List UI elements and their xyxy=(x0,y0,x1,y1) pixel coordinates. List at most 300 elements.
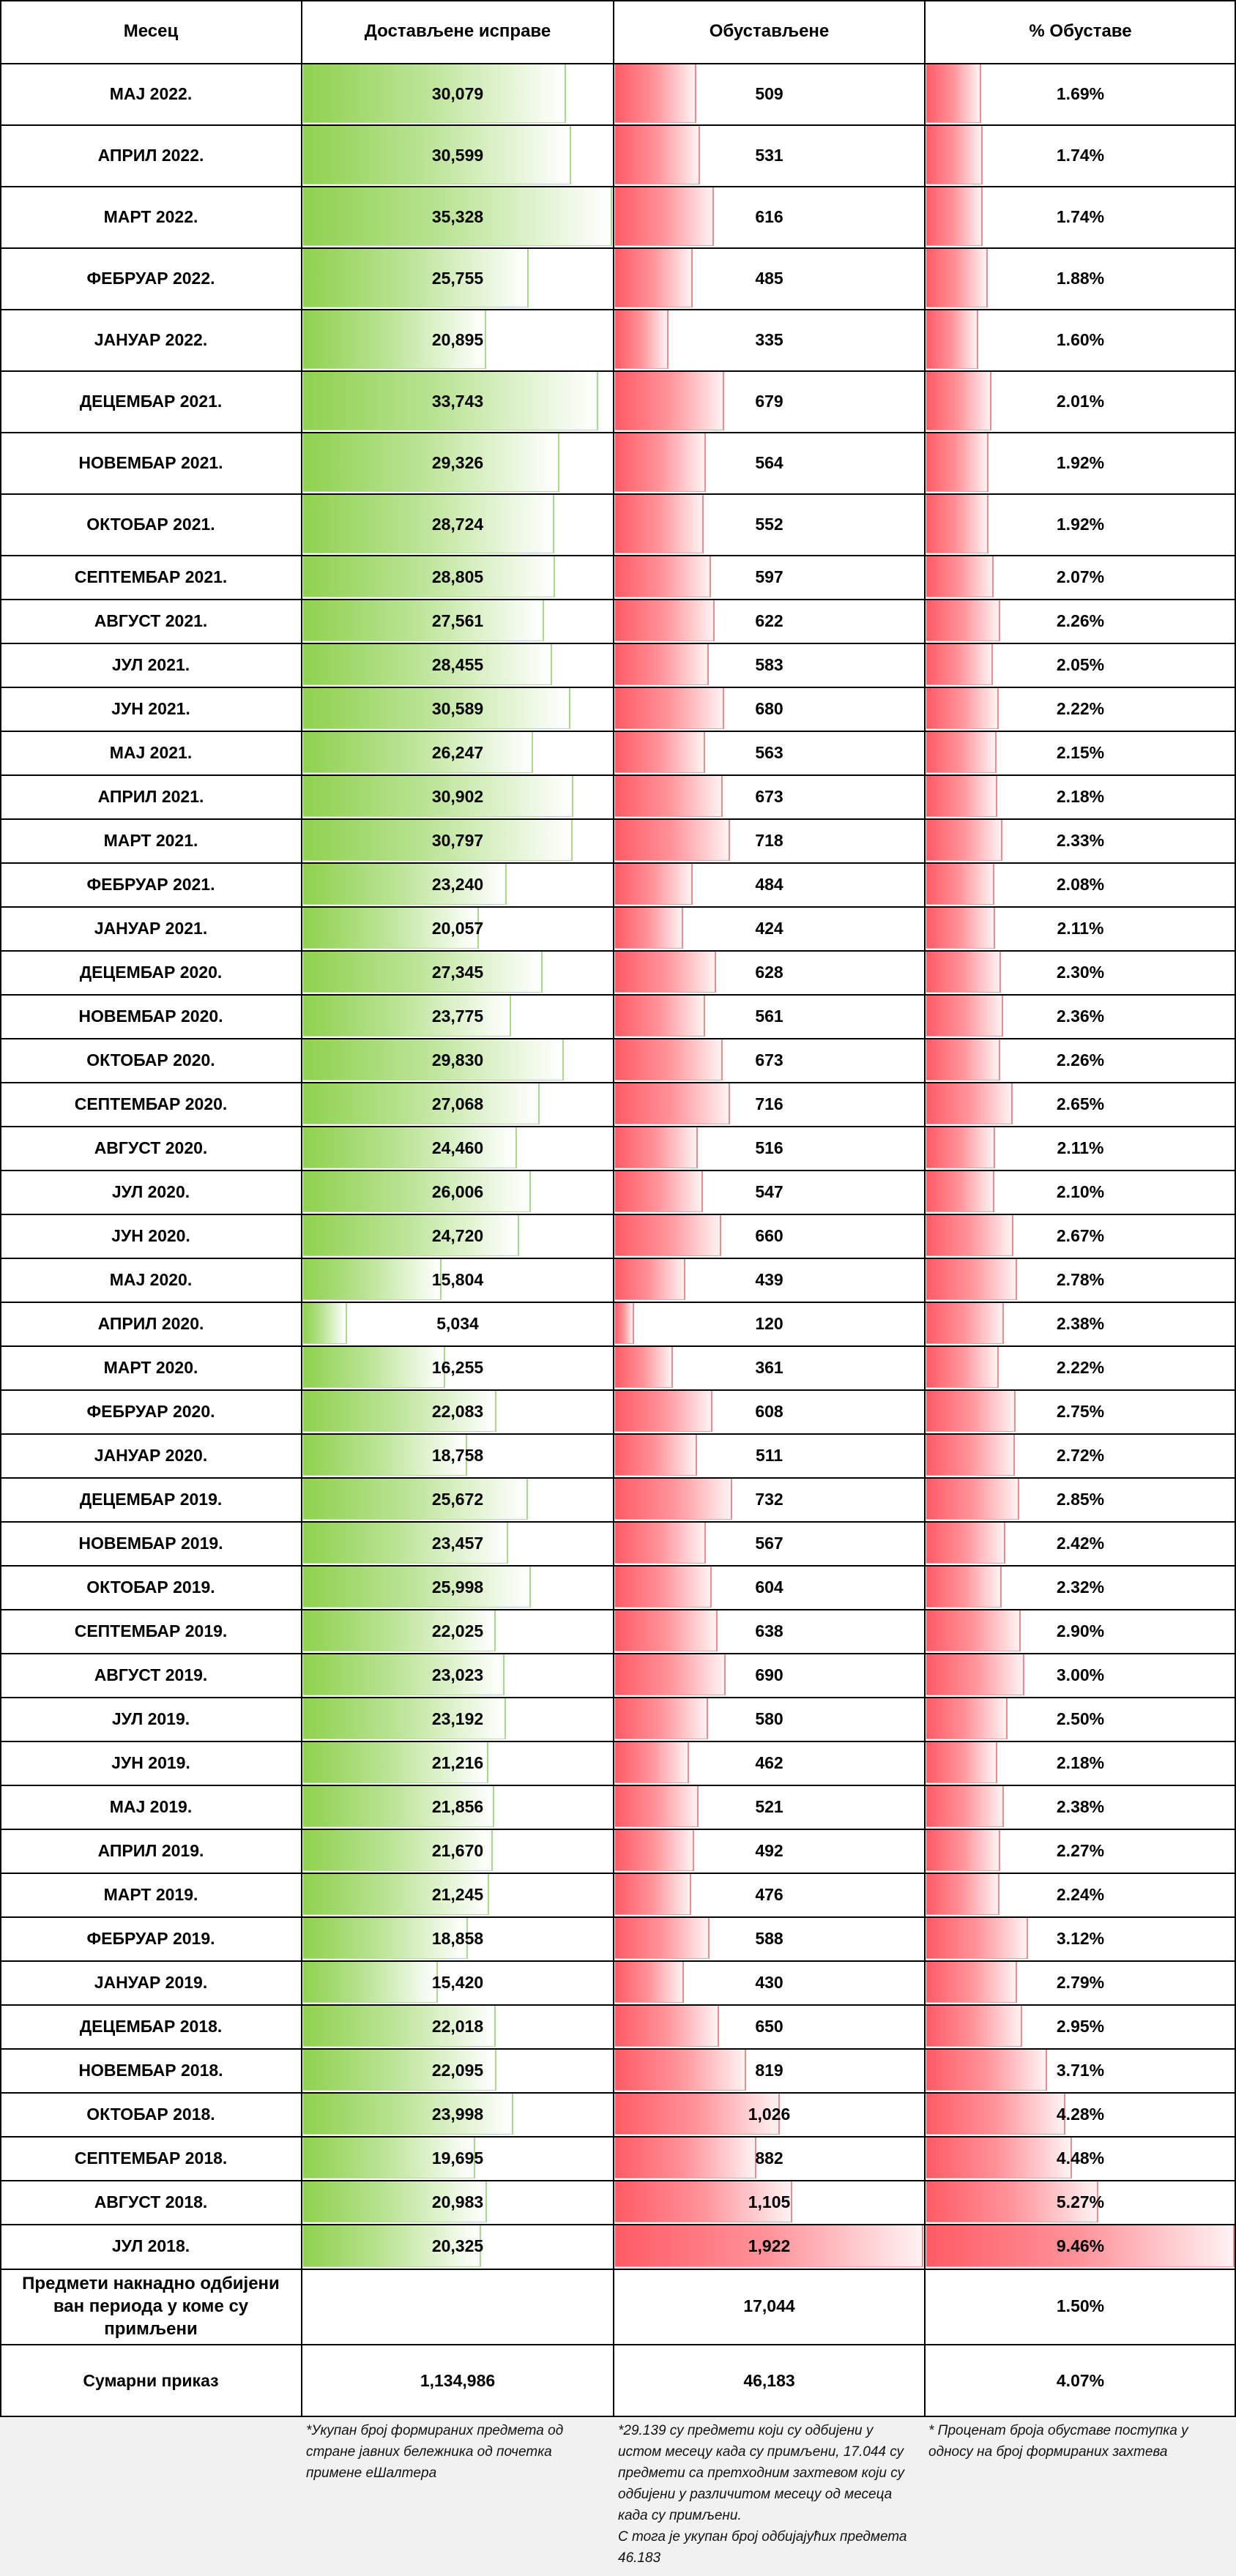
delivered-bar xyxy=(303,644,552,685)
percent-bar xyxy=(926,732,997,773)
rejected-cell xyxy=(614,994,925,1038)
rejected-value: 120 xyxy=(755,1313,783,1333)
delivered-value: 30,599 xyxy=(431,145,484,165)
delivered-value: 22,018 xyxy=(431,2016,484,2036)
percent-bar xyxy=(926,1479,1019,1520)
month-cell: СЕПТЕМБАР 2019. xyxy=(74,1621,228,1640)
rejected-bar xyxy=(615,1127,698,1168)
rejected-value: 439 xyxy=(755,1269,783,1289)
grid-line xyxy=(0,818,1236,820)
percent-value: 3.12% xyxy=(1056,1928,1105,1948)
rejected-value: 509 xyxy=(755,83,783,103)
rejected-bar xyxy=(615,1303,634,1344)
grid-line xyxy=(0,1697,1236,1698)
rejected-bar xyxy=(615,1347,673,1388)
percent-cell xyxy=(925,1477,1236,1521)
percent-value: 1.74% xyxy=(1056,206,1105,226)
rejected-bar xyxy=(615,2050,746,2091)
percent-bar xyxy=(926,433,989,492)
rejected-value: 561 xyxy=(755,1006,783,1026)
rejected-cell xyxy=(614,2048,925,2092)
rejected-value: 564 xyxy=(755,452,783,472)
percent-bar xyxy=(926,1918,1028,1959)
percent-cell xyxy=(925,1302,1236,1345)
delivered-cell xyxy=(302,2224,614,2269)
delivered-cell xyxy=(302,687,614,731)
delivered-bar xyxy=(303,1347,445,1388)
rejected-value: 1,026 xyxy=(748,2104,791,2124)
note-rejected: *29.139 су предмети који су одбијени у истом месецу када су примљени, 17.044 су предмети са претходним захтевом који су одбијени у различитом месецу од месеца када су примљени. С тога је укупан број одбијајућих предмета 46.183 xyxy=(618,2423,907,2566)
percent-bar xyxy=(926,126,983,184)
delivered-value: 5,034 xyxy=(436,1313,479,1333)
rejected-value: 583 xyxy=(755,654,783,674)
percent-cell xyxy=(925,1258,1236,1302)
rejected-bar xyxy=(615,732,705,773)
grid-line xyxy=(0,1653,1236,1654)
percent-bar xyxy=(926,1523,1005,1564)
rejected-cell xyxy=(614,1214,925,1258)
percent-bar xyxy=(926,1127,995,1168)
percent-bar xyxy=(926,908,995,949)
grid-line xyxy=(0,2180,1236,2181)
month-cell: ОКТОБАР 2021. xyxy=(86,514,215,534)
month-cell: АПРИЛ 2019. xyxy=(97,1840,204,1860)
delivered-value: 23,240 xyxy=(431,874,484,894)
delivered-cell xyxy=(302,1126,614,1170)
rejected-cell xyxy=(614,1609,925,1653)
percent-value: 2.32% xyxy=(1056,1577,1105,1597)
rejected-cell xyxy=(614,1126,925,1170)
month-cell: МАРТ 2021. xyxy=(103,830,198,850)
month-cell: ДЕЦЕМБАР 2018. xyxy=(79,2016,223,2036)
delivered-cell xyxy=(302,63,614,124)
delivered-value: 30,589 xyxy=(431,698,484,718)
month-cell: АВГУСТ 2021. xyxy=(94,611,208,630)
percent-value: 2.67% xyxy=(1056,1225,1105,1245)
grid-line xyxy=(0,2048,1236,2050)
percent-bar xyxy=(926,556,994,597)
grid-line xyxy=(0,1258,1236,1259)
percent-value: 2.18% xyxy=(1056,786,1105,806)
rejected-value: 552 xyxy=(755,514,783,534)
table-row xyxy=(0,774,1236,818)
delivered-value: 21,245 xyxy=(431,1884,484,1904)
month-cell: АПРИЛ 2021. xyxy=(97,786,204,806)
percent-value: 2.50% xyxy=(1056,1709,1105,1728)
percent-cell xyxy=(925,774,1236,818)
month-cell: АВГУСТ 2018. xyxy=(94,2192,208,2211)
grid-line xyxy=(0,1960,1236,1962)
rejected-cell xyxy=(614,862,925,906)
late-rejected-percent: 1.50% xyxy=(1056,2296,1105,2315)
delivered-value: 22,025 xyxy=(431,1621,484,1640)
rejected-bar xyxy=(615,1083,730,1124)
rejected-value: 516 xyxy=(755,1138,783,1157)
percent-value: 2.15% xyxy=(1056,742,1105,762)
rejected-cell xyxy=(614,1697,925,1741)
grid-line xyxy=(0,1389,1236,1391)
rejected-value: 882 xyxy=(755,2148,783,2168)
delivered-cell xyxy=(302,493,614,555)
delivered-value: 15,804 xyxy=(431,1269,484,1289)
grid-line xyxy=(924,0,926,2417)
percent-cell xyxy=(925,1345,1236,1389)
percent-cell xyxy=(925,1653,1236,1697)
delivered-value: 20,325 xyxy=(431,2236,484,2255)
rejected-cell xyxy=(614,2136,925,2180)
month-cell: НОВЕМБАР 2021. xyxy=(78,452,223,472)
month-cell: СЕПТЕМБАР 2021. xyxy=(74,567,228,586)
rejected-cell xyxy=(614,950,925,994)
delivered-value: 28,455 xyxy=(431,654,484,674)
delivered-cell xyxy=(302,370,614,432)
delivered-bar xyxy=(303,732,533,773)
delivered-value: 20,895 xyxy=(431,329,484,349)
percent-bar xyxy=(926,952,1001,993)
percent-value: 1.88% xyxy=(1056,268,1105,288)
delivered-cell xyxy=(302,2136,614,2180)
percent-cell xyxy=(925,2136,1236,2180)
month-cell: ЈАНУАР 2020. xyxy=(94,1445,208,1465)
rejected-value: 679 xyxy=(755,391,783,411)
rejected-value: 521 xyxy=(755,1796,783,1816)
percent-value: 2.95% xyxy=(1056,2016,1105,2036)
month-cell: ЈУН 2019. xyxy=(111,1752,190,1772)
delivered-bar xyxy=(303,952,543,993)
rejected-value: 628 xyxy=(755,962,783,982)
table-row xyxy=(0,2092,1236,2136)
delivered-bar xyxy=(303,1171,531,1212)
month-cell: МАЈ 2020. xyxy=(109,1269,193,1289)
grid-line xyxy=(301,0,302,2417)
percent-value: 2.30% xyxy=(1056,962,1105,982)
delivered-value: 21,216 xyxy=(431,1752,484,1772)
rejected-value: 690 xyxy=(755,1665,783,1684)
rejected-bar xyxy=(615,1918,710,1959)
delivered-value: 19,695 xyxy=(431,2148,484,2168)
table-row xyxy=(0,370,1236,432)
table-row xyxy=(0,1433,1236,1477)
rejected-bar xyxy=(615,1698,708,1739)
percent-cell xyxy=(925,1785,1236,1829)
percent-value: 1.92% xyxy=(1056,452,1105,472)
rejected-value: 622 xyxy=(755,611,783,630)
percent-bar xyxy=(926,310,978,369)
rejected-bar xyxy=(615,310,669,369)
month-cell: НОВЕМБАР 2018. xyxy=(78,2060,223,2080)
rejected-cell xyxy=(614,1082,925,1126)
delivered-cell xyxy=(302,1389,614,1433)
table-row xyxy=(0,1082,1236,1126)
note-delivered: *Укупан број формираних предмета од стране јавних бележника од почетка примене еШалтера xyxy=(306,2423,564,2481)
grid-line xyxy=(0,1829,1236,1830)
rejected-bar xyxy=(615,1435,697,1476)
rejected-value: 638 xyxy=(755,1621,783,1640)
grid-line xyxy=(0,1126,1236,1127)
delivered-value: 18,758 xyxy=(431,1445,484,1465)
rejected-value: 732 xyxy=(755,1489,783,1509)
rejected-cell xyxy=(614,555,925,599)
rejected-cell xyxy=(614,1521,925,1565)
percent-cell xyxy=(925,1565,1236,1609)
rejected-cell xyxy=(614,493,925,555)
rejected-value: 335 xyxy=(755,329,783,349)
percent-value: 2.05% xyxy=(1056,654,1105,674)
grid-line xyxy=(0,1170,1236,1171)
rejected-cell xyxy=(614,1565,925,1609)
percent-bar xyxy=(926,1962,1017,2003)
table-row xyxy=(0,2136,1236,2180)
delivered-cell xyxy=(302,1609,614,1653)
delivered-cell xyxy=(302,2180,614,2224)
table-row xyxy=(0,1477,1236,1521)
delivered-value: 24,720 xyxy=(431,1225,484,1245)
delivered-cell xyxy=(302,906,614,950)
grid-line xyxy=(0,370,1236,372)
percent-cell xyxy=(925,2004,1236,2048)
rejected-cell xyxy=(614,1873,925,1916)
rejected-bar xyxy=(615,600,715,641)
percent-cell xyxy=(925,555,1236,599)
table-row xyxy=(0,1521,1236,1565)
rejected-bar xyxy=(615,433,706,492)
rejected-value: 597 xyxy=(755,567,783,586)
delivered-cell xyxy=(302,643,614,687)
rejected-value: 1,105 xyxy=(748,2192,791,2211)
table-row xyxy=(0,687,1236,731)
grid-line xyxy=(0,432,1236,433)
delivered-value: 25,998 xyxy=(431,1577,484,1597)
rejected-bar xyxy=(615,1610,718,1651)
rejected-cell xyxy=(614,1433,925,1477)
grid-line xyxy=(613,0,614,2417)
rejected-bar xyxy=(615,1523,706,1564)
delivered-value: 30,797 xyxy=(431,830,484,850)
percent-value: 2.22% xyxy=(1056,1357,1105,1377)
table-row xyxy=(0,1345,1236,1389)
table-row xyxy=(0,1258,1236,1302)
month-cell: АВГУСТ 2019. xyxy=(94,1665,208,1684)
grid-line xyxy=(0,1609,1236,1610)
rejected-value: 716 xyxy=(755,1094,783,1113)
grid-line xyxy=(0,1345,1236,1347)
percent-value: 1.60% xyxy=(1056,329,1105,349)
table-row xyxy=(0,1960,1236,2004)
table-row xyxy=(0,309,1236,370)
grid-line xyxy=(0,774,1236,776)
percent-bar xyxy=(926,1830,1000,1871)
rejected-value: 547 xyxy=(755,1181,783,1201)
delivered-value: 20,057 xyxy=(431,918,484,938)
delivered-cell xyxy=(302,1565,614,1609)
percent-value: 2.22% xyxy=(1056,698,1105,718)
grid-line xyxy=(0,493,1236,495)
rejected-bar xyxy=(615,2138,756,2179)
month-cell: ЈУЛ 2021. xyxy=(111,654,190,674)
delivered-cell xyxy=(302,1697,614,1741)
rejected-bar xyxy=(615,64,696,123)
rejected-value: 476 xyxy=(755,1884,783,1904)
rejected-value: 492 xyxy=(755,1840,783,1860)
percent-bar xyxy=(926,187,983,246)
table-row xyxy=(0,247,1236,309)
percent-bar xyxy=(926,1698,1008,1739)
rejected-cell xyxy=(614,818,925,862)
month-cell: МАЈ 2019. xyxy=(109,1796,193,1816)
month-cell: ЈУЛ 2018. xyxy=(111,2236,190,2255)
percent-bar xyxy=(926,600,1000,641)
month-cell: ФЕБРУАР 2022. xyxy=(86,268,215,288)
rejected-value: 511 xyxy=(755,1445,783,1465)
percent-value: 2.27% xyxy=(1056,1840,1105,1860)
percent-bar xyxy=(926,249,988,307)
rejected-value: 673 xyxy=(755,786,783,806)
percent-bar xyxy=(926,644,993,685)
grid-line xyxy=(0,731,1236,732)
rejected-bar xyxy=(615,187,714,246)
rejected-bar xyxy=(615,126,700,184)
percent-value: 2.79% xyxy=(1056,1972,1105,1992)
table-row xyxy=(0,1697,1236,1741)
percent-cell xyxy=(925,432,1236,493)
grid-line xyxy=(0,599,1236,600)
rejected-bar xyxy=(615,1391,712,1432)
percent-value: 2.08% xyxy=(1056,874,1105,894)
rejected-cell xyxy=(614,432,925,493)
month-cell: ФЕБРУАР 2019. xyxy=(86,1928,215,1948)
delivered-value: 23,775 xyxy=(431,1006,484,1026)
percent-cell xyxy=(925,994,1236,1038)
month-cell: АВГУСТ 2020. xyxy=(94,1138,208,1157)
rejected-cell xyxy=(614,2180,925,2224)
month-cell: ЈУН 2021. xyxy=(111,698,190,718)
rejected-bar xyxy=(615,1654,726,1695)
rejected-value: 361 xyxy=(755,1357,783,1377)
month-cell: ОКТОБАР 2019. xyxy=(86,1577,215,1597)
grid-line xyxy=(0,2004,1236,2006)
rejected-value: 563 xyxy=(755,742,783,762)
month-cell: ЈУН 2020. xyxy=(111,1225,190,1245)
delivered-value: 20,983 xyxy=(431,2192,484,2211)
delivered-cell xyxy=(302,599,614,643)
rejected-value: 608 xyxy=(755,1401,783,1421)
month-cell: ДЕЦЕМБАР 2021. xyxy=(79,391,223,411)
rejected-cell xyxy=(614,309,925,370)
delivered-cell xyxy=(302,432,614,493)
percent-bar xyxy=(926,820,1002,861)
delivered-value: 22,095 xyxy=(431,2060,484,2080)
percent-cell xyxy=(925,906,1236,950)
rejected-cell xyxy=(614,1258,925,1302)
table-row xyxy=(0,1170,1236,1214)
rejected-value: 616 xyxy=(755,206,783,226)
table-row xyxy=(0,186,1236,247)
percent-cell xyxy=(925,124,1236,186)
grid-line xyxy=(0,1873,1236,1874)
delivered-cell xyxy=(302,1082,614,1126)
rejected-value: 650 xyxy=(755,2016,783,2036)
table-row xyxy=(0,818,1236,862)
delivered-cell xyxy=(302,774,614,818)
table-row xyxy=(0,124,1236,186)
rejected-bar xyxy=(615,1215,721,1256)
month-cell: ОКТОБАР 2020. xyxy=(86,1050,215,1069)
rejected-value: 424 xyxy=(755,918,783,938)
delivered-cell xyxy=(302,1873,614,1916)
grid-line xyxy=(0,63,1236,64)
percent-cell xyxy=(925,862,1236,906)
grid-line xyxy=(0,0,1236,1)
rejected-value: 588 xyxy=(755,1928,783,1948)
rejected-cell xyxy=(614,774,925,818)
rejected-bar xyxy=(615,864,693,905)
percent-cell xyxy=(925,1741,1236,1785)
month-cell: ЈУЛ 2020. xyxy=(111,1181,190,1201)
delivered-value: 23,192 xyxy=(431,1709,484,1728)
percent-bar xyxy=(926,1391,1016,1432)
percent-bar xyxy=(926,2050,1047,2091)
percent-value: 1.92% xyxy=(1056,514,1105,534)
month-cell: ЈАНУАР 2022. xyxy=(94,329,208,349)
delivered-bar xyxy=(303,1259,442,1300)
delivered-value: 18,858 xyxy=(431,1928,484,1948)
rejected-cell xyxy=(614,1345,925,1389)
summary-rejected: 46,183 xyxy=(743,2370,795,2390)
rejected-value: 580 xyxy=(755,1709,783,1728)
month-cell: ДЕЦЕМБАР 2020. xyxy=(79,962,223,982)
percent-value: 3.00% xyxy=(1056,1665,1105,1684)
delivered-value: 29,326 xyxy=(431,452,484,472)
percent-value: 2.26% xyxy=(1056,1050,1105,1069)
late-rejected-row xyxy=(0,2269,1236,2344)
rejected-bar xyxy=(615,495,704,553)
rejected-cell xyxy=(614,124,925,186)
percent-bar xyxy=(926,1259,1017,1300)
table-row xyxy=(0,1302,1236,1345)
percent-cell xyxy=(925,1082,1236,1126)
percent-bar xyxy=(926,1083,1013,1124)
rejected-cell xyxy=(614,1477,925,1521)
rejected-bar xyxy=(615,1479,732,1520)
rejected-bar xyxy=(615,1567,712,1608)
rejected-cell xyxy=(614,731,925,774)
percent-cell xyxy=(925,63,1236,124)
rejected-value: 673 xyxy=(755,1050,783,1069)
rejected-cell xyxy=(614,370,925,432)
month-cell: ЈАНУАР 2021. xyxy=(94,918,208,938)
delivered-cell xyxy=(302,731,614,774)
percent-value: 2.36% xyxy=(1056,1006,1105,1026)
delivered-value: 30,902 xyxy=(431,786,484,806)
rejected-cell xyxy=(614,2224,925,2269)
percent-bar xyxy=(926,1215,1013,1256)
percent-cell xyxy=(925,1521,1236,1565)
grid-line xyxy=(0,2416,1236,2417)
rejected-cell xyxy=(614,1916,925,1960)
percent-bar xyxy=(926,1039,1000,1080)
table-row xyxy=(0,862,1236,906)
delivered-value: 23,023 xyxy=(431,1665,484,1684)
percent-cell xyxy=(925,1389,1236,1433)
percent-cell xyxy=(925,247,1236,309)
delivered-value: 30,079 xyxy=(431,83,484,103)
percent-bar xyxy=(926,1786,1004,1827)
delivered-value: 28,805 xyxy=(431,567,484,586)
delivered-value: 27,345 xyxy=(431,962,484,982)
delivered-cell xyxy=(302,247,614,309)
delivered-bar xyxy=(303,495,554,553)
rejected-bar xyxy=(615,1786,699,1827)
